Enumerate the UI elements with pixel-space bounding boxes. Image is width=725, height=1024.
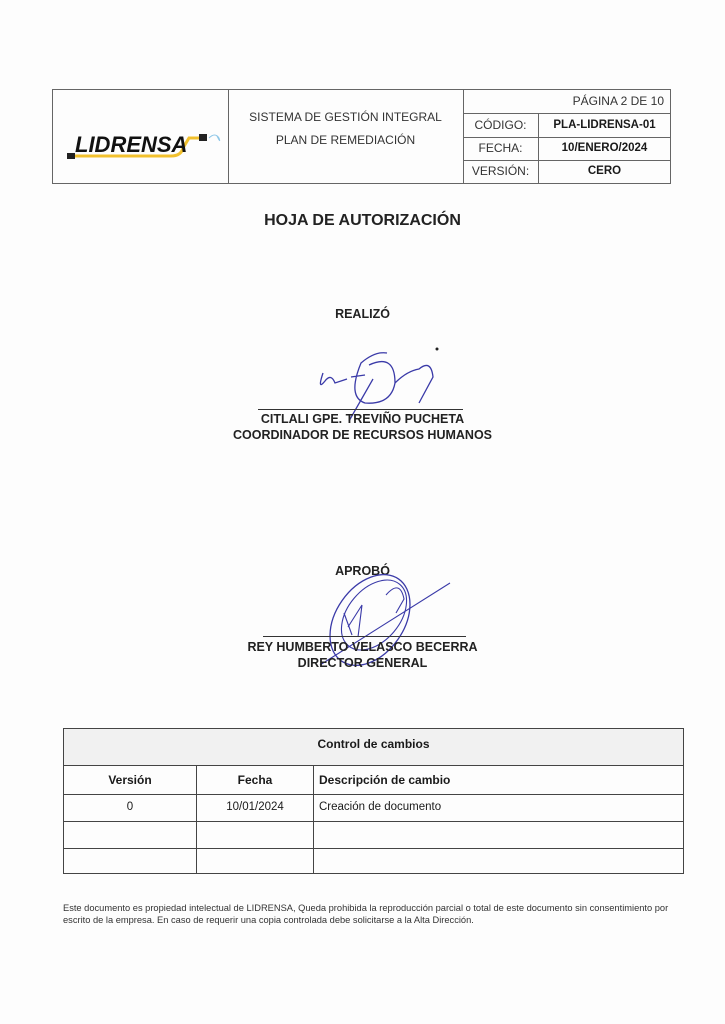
cell-date [197, 822, 314, 848]
document-meta [463, 90, 670, 183]
aprobo-name: REY HUMBERTO VELASCO BECERRA [247, 640, 478, 654]
document-header [52, 89, 671, 184]
column-header-date: Fecha [197, 766, 314, 794]
cell-version: 0 [64, 795, 197, 821]
date-row [463, 137, 670, 161]
page-number: PÁGINA 2 DE 10 [572, 94, 664, 108]
cell-description [317, 849, 683, 873]
cell-description: Creación de documento [319, 801, 442, 813]
realizo-name: CITLALI GPE. TREVIÑO PUCHETA [260, 412, 465, 426]
document-title: PLAN DE REMEDIACIÓN [275, 133, 416, 147]
realizo-position: COORDINADOR DE RECURSOS HUMANOS [232, 428, 493, 442]
system-title: SISTEMA DE GESTIÓN INTEGRAL [249, 110, 442, 124]
version-label: VERSIÓN: [463, 160, 539, 183]
table-header-row [64, 766, 683, 795]
version-value: CERO [587, 165, 622, 177]
footer-disclaimer: Este documento es propiedad intelectual de LIDRENSA, Queda prohibida la reproducción parcial o total de este documento sin consentimiento por escrito de la empresa. En caso de requerir una copia controlada debe solicitarse a la Alta Dirección. [63, 903, 669, 925]
realizo-label: REALIZÓ [335, 307, 390, 321]
code-value: PLA-LIDRENSA-01 [553, 119, 656, 131]
cell-date: 10/01/2024 [197, 795, 314, 821]
code-row [463, 114, 670, 138]
page-title: HOJA DE AUTORIZACIÓN [264, 212, 461, 229]
cell-date [197, 849, 314, 873]
table-row [64, 795, 683, 822]
date-value: 10/ENERO/2024 [561, 142, 648, 154]
logo-text: LIDRENSA [75, 132, 188, 157]
change-control-title: Control de cambios [64, 729, 683, 766]
cell-description [317, 822, 683, 848]
table-row [64, 822, 683, 849]
column-header-version: Versión [64, 766, 197, 794]
lidrensa-logo [63, 130, 223, 170]
change-control-table [63, 728, 684, 874]
aprobo-position: DIRECTOR GENERAL [297, 656, 428, 670]
title-cell [228, 90, 464, 183]
cell-version [64, 822, 197, 848]
date-label: FECHA: [463, 137, 539, 160]
aprobo-label: APROBÓ [335, 564, 390, 578]
signature-line-realizo [258, 409, 463, 410]
code-label: CÓDIGO: [463, 114, 539, 137]
version-row [463, 160, 670, 183]
logo-cell [53, 90, 229, 183]
column-header-description: Descripción de cambio [319, 773, 451, 787]
table-row [64, 849, 683, 873]
page-row [463, 90, 670, 114]
signature-line-aprobo [263, 636, 466, 637]
cell-version [64, 849, 197, 873]
